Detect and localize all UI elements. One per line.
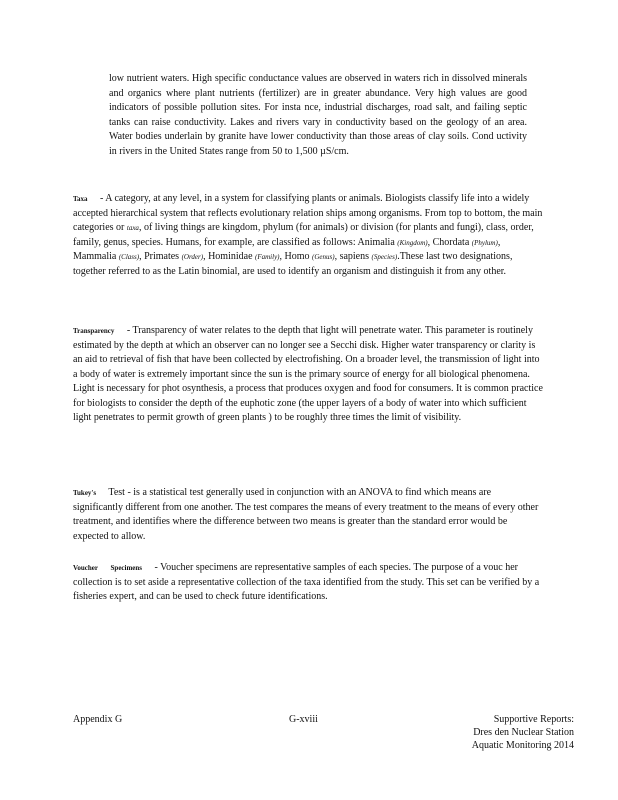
glossary-term: Tukey's: [73, 489, 97, 497]
glossary-definition: - Voucher specimens are representative samples of each species. The purpose of a vouc her collection is to set aside a representative collection of the taxa identified from the study. This set can be verified by a fisheries expert, and can be used to check future identifications.: [73, 562, 540, 602]
glossary-entry-transparency: [73, 324, 543, 426]
glossary-term: Taxa: [73, 195, 88, 203]
glossary-term: Voucher: [73, 564, 99, 572]
intro-text: low nutrient waters. High specific conductance values are observed in waters rich in dissolved minerals and organics where plant nutrients (fertilizer) are in greater abundance. Very high values are good indicators of possible pollution sites. For insta nce, industrial discharges, road salt, and failing septic tanks can raise conductivity. Lakes and rivers vary in conductivity based on the geology of an area. Water bodies underlain by granite have lower conductivity than those areas of clay soils. Cond uctivity in rivers in the United States range from 50 to 1,500 µS/cm.: [109, 73, 527, 157]
glossary-entry-tukeys: [73, 486, 543, 544]
conductivity-paragraph: [109, 72, 527, 159]
glossary-definition: - A category, at any level, in a system for classifying plants or animals. Biologists classify life into a widely accepted hierarchical system that reflects evolutionary relation ships among organisms. From top to bottom, the main categories or taxa, of living things are kingdom, phylum (for animals) or division (for plants and fungi), class, order, family, genus, species. Humans, for example, are classified as follows: Animalia (Kingdom), Chordata (Phylum), Mammalia (Class), Primates (Order), Hominidae (Family), Homo (Genus), sapiens (Species).These last two designations, together referred to as the Latin binomial, are used to identify an organism and distinguish it from any other.: [73, 193, 543, 277]
glossary-entry-taxa: [73, 192, 543, 279]
glossary-term-part2: Specimens: [110, 564, 143, 572]
footer-page-number: G-xviii: [289, 714, 318, 725]
footer-report-title: Supportive Reports: Dres den Nuclear Station Aquatic Monitoring 2014: [471, 714, 574, 751]
glossary-term: Transparency: [73, 327, 115, 335]
footer-appendix: Appendix G: [73, 714, 123, 725]
glossary-entry-voucher-specimens: [73, 561, 543, 605]
glossary-definition: Test - is a statistical test generally used in conjunction with an ANOVA to find which means are significantly different from one another. The test compares the means of every treatment to the means of every other treatment, and identifies where the difference between two means is greater than the standard error would be expected to allow.: [73, 487, 539, 542]
glossary-definition: - Transparency of water relates to the depth that light will penetrate water. This parameter is routinely estimated by the depth at which an observer can no longer see a Secchi disk. Higher water transparency or clarity is an aid to retrieval of fish that have been collected by electrofishing. On a broader level, the transmission of light into a body of water is extremely important since the sun is the primary source of energy for all biological phenomena. Light is necessary for phot osynthesis, a process that produces oxygen and food for consumers. It is common practice for biologists to consider the depth of the euphotic zone (the upper layers of a body of water into which sufficient light penetrates to permit growth of green plants ) to be roughly three times the limit of visibility.: [73, 325, 543, 423]
